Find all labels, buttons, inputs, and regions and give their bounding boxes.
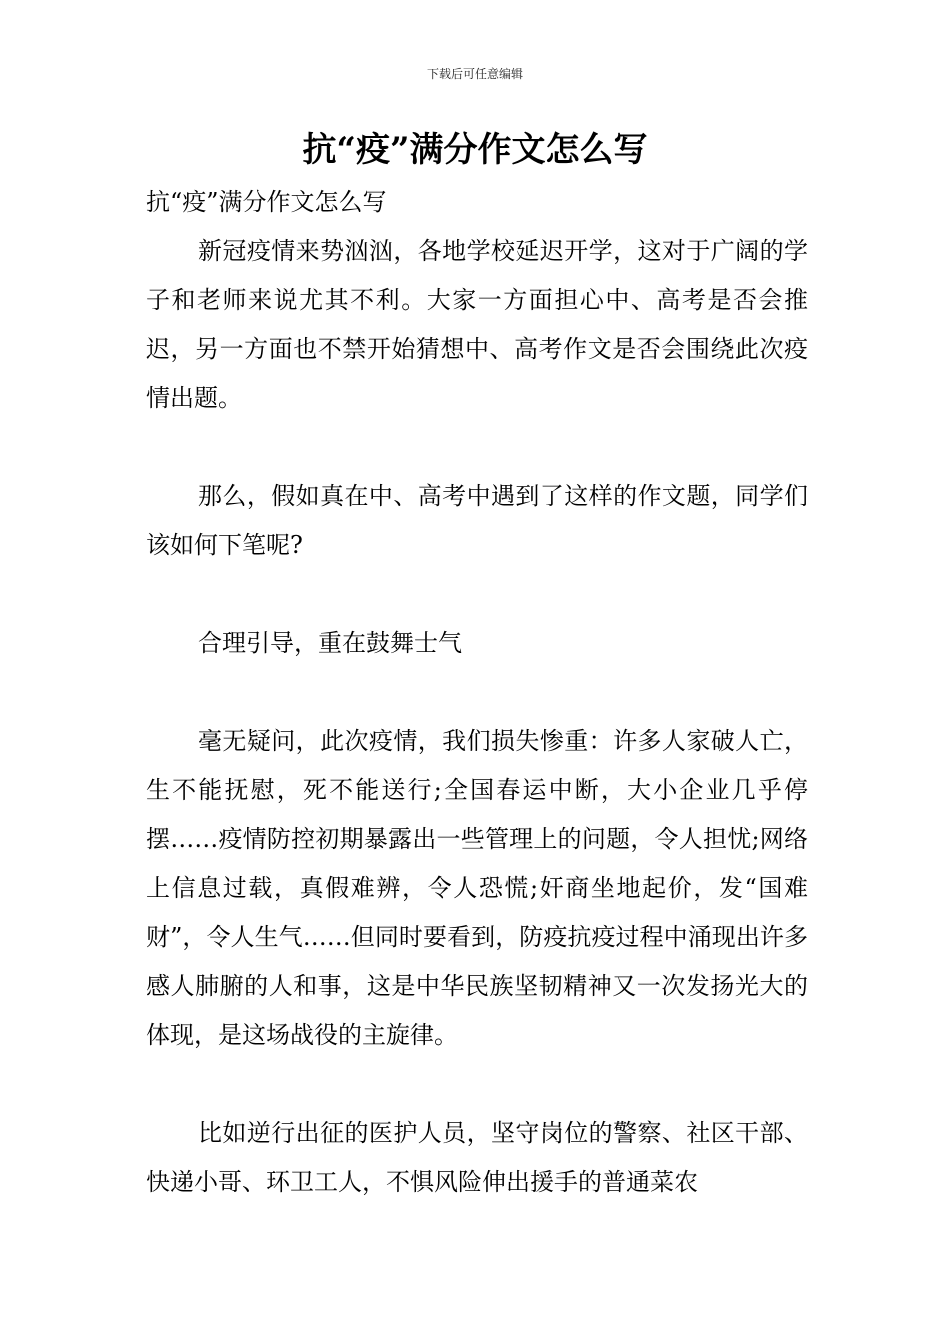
paragraph-examples: 比如逆行出征的医护人员，坚守岗位的警察、社区干部、快递小哥、环卫工人，不惧风险伸出援手的普通菜农 <box>146 1119 808 1196</box>
document-title: 抗“疫”满分作文怎么写 <box>302 130 648 170</box>
header-note: 下载后可任意编辑 <box>426 67 523 81</box>
paragraph-intro: 新冠疫情来势汹汹，各地学校延迟开学，这对于广阔的学子和老师来说尤其不利。大家一方面担心中、高考是否会推迟，另一方面也不禁开始猜想中、高考作文是否会围绕此次疫情出题。 <box>146 237 808 412</box>
section-heading: 合理引导，重在鼓舞士气 <box>198 629 462 657</box>
paragraph-question: 那么，假如真在中、高考中遇到了这样的作文题，同学们该如何下笔呢? <box>146 482 808 559</box>
paragraph-analysis: 毫无疑问，此次疫情，我们损失惨重：许多人家破人亡，生不能抚慰，死不能送行;全国春运中断，大小企业几乎停摆……疫情防控初期暴露出一些管理上的问题，令人担忧;网络上信息过载，真假难辨，令人恐慌;奸商坐地起价，发“国难财”，令人生气……但同时要看到，防疫抗疫过程中涌现出许多感人肺腑的人和事，这是中华民族坚韧精神又一次发扬光大的体现，是这场战役的主旋律。 <box>146 727 808 1049</box>
document-body <box>146 178 808 1207</box>
document-subtitle: 抗“疫”满分作文怎么写 <box>146 188 387 216</box>
